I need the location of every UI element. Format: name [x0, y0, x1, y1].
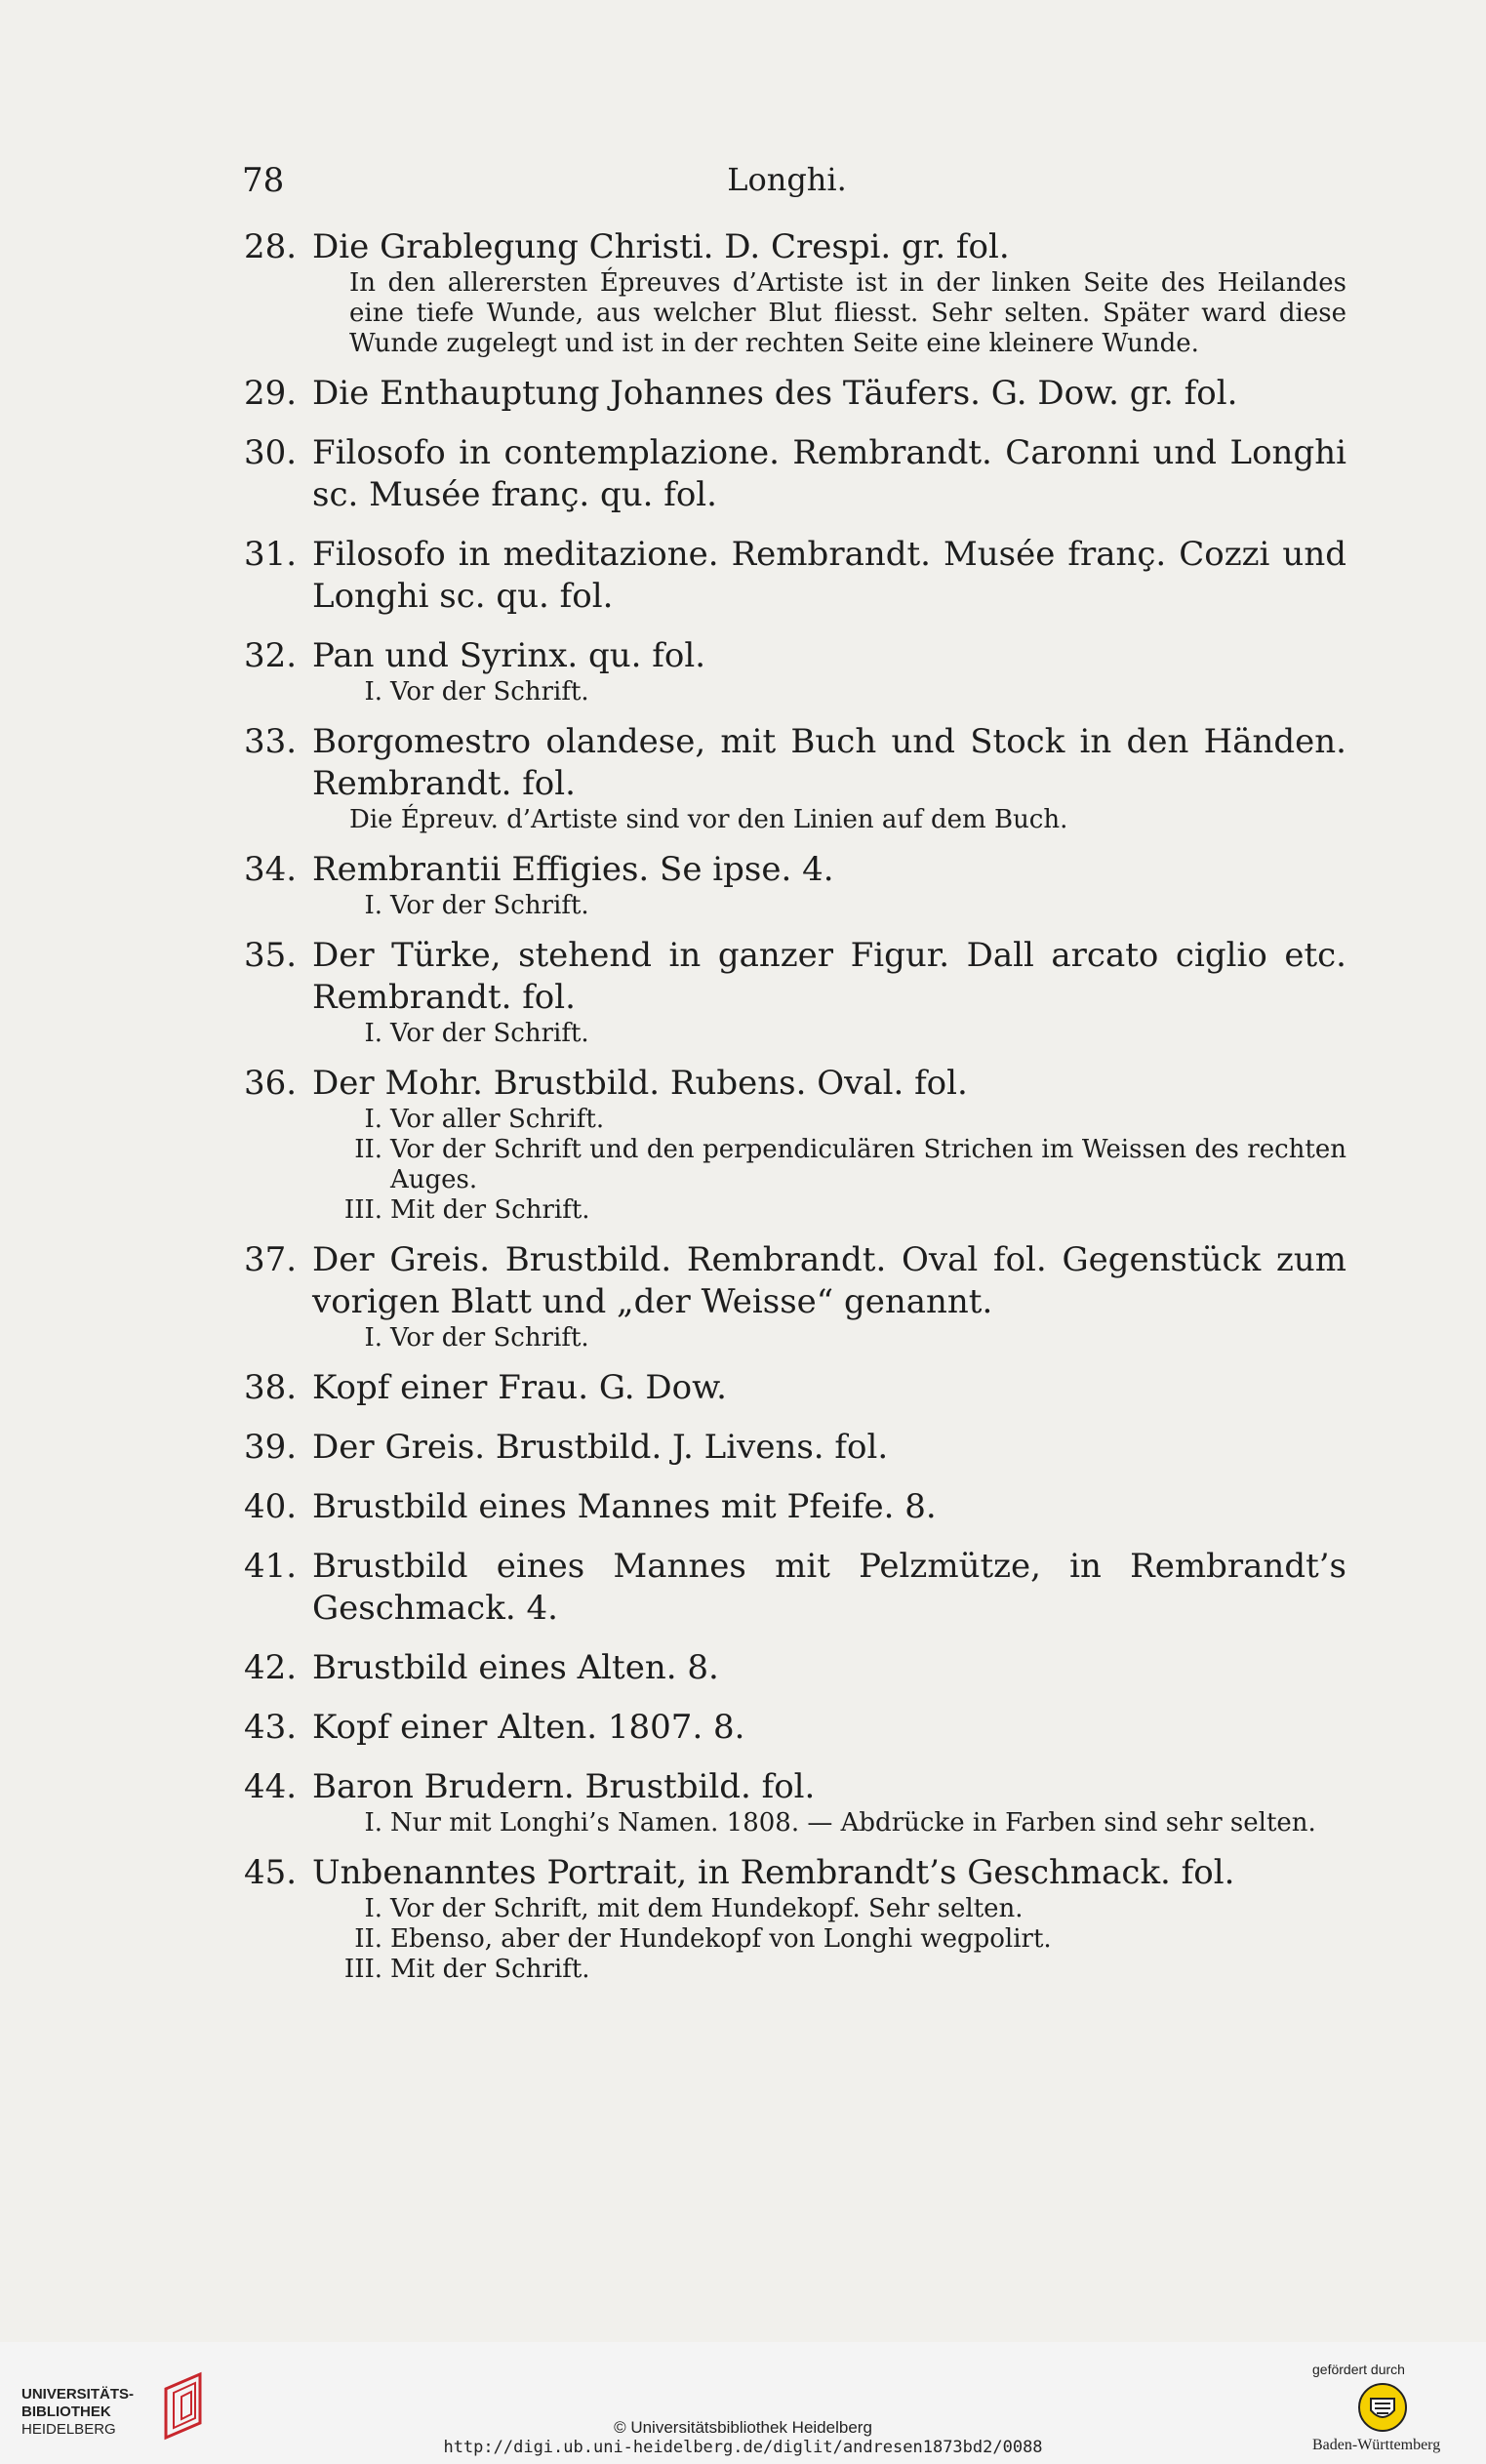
state-numeral: III. — [343, 1195, 382, 1225]
state-name: Baden-Württemberg — [1312, 2437, 1441, 2453]
permalink[interactable]: http://digi.ub.uni-heidelberg.de/diglit/andresen1873bd2/0088 — [443, 2438, 1043, 2457]
entry-number: 39. — [244, 1428, 298, 1467]
catalogue-entry — [244, 1647, 1346, 1707]
entry-title: Filosofo in meditazione. Rembrandt. Musée franç. Cozzi und Longhi sc. qu. fol. — [312, 535, 1346, 616]
state-line — [244, 1105, 1346, 1135]
catalogue-entry — [244, 849, 1346, 935]
state-line — [244, 1808, 1346, 1838]
entry-number: 42. — [244, 1648, 298, 1687]
entry-title: Kopf einer Alten. 1807. 8. — [312, 1708, 745, 1747]
state-line — [244, 1135, 1346, 1195]
entry-number: 29. — [244, 374, 298, 413]
state-numeral: II. — [354, 1924, 382, 1954]
catalogue-entry — [244, 1546, 1346, 1647]
entry-title: Brustbild eines Alten. 8. — [312, 1648, 719, 1687]
state-numeral: III. — [343, 1955, 382, 1984]
entry-title: Der Greis. Brustbild. Rembrandt. Oval fol. Gegenstück zum vorigen Blatt und „der Weisse“ genannt. — [312, 1240, 1346, 1321]
entry-note: Die Épreuv. d’Artiste sind vor den Linien auf dem Buch. — [349, 805, 1068, 834]
state-numeral: I. — [364, 1105, 382, 1134]
catalogue-entry — [244, 1427, 1346, 1486]
catalogue-entry — [244, 1766, 1346, 1852]
catalogue-entry — [244, 432, 1346, 534]
library-line2: BIBLIOTHEK — [21, 2403, 111, 2420]
catalogue-entry — [244, 226, 1346, 373]
state-text: Mit der Schrift. — [390, 1195, 590, 1225]
entry-number: 38. — [244, 1368, 298, 1407]
state-text: Ebenso, aber der Hundekopf von Longhi wegpolirt. — [390, 1924, 1052, 1954]
catalogue-entries — [244, 226, 1346, 1999]
entry-title: Die Enthauptung Johannes des Täufers. G. Dow. gr. fol. — [312, 374, 1238, 413]
state-text: Mit der Schrift. — [390, 1955, 590, 1984]
entry-number: 31. — [244, 535, 298, 574]
entry-number: 41. — [244, 1547, 298, 1586]
state-line — [244, 1955, 1346, 1985]
catalogue-entry — [244, 1852, 1346, 1999]
state-text: Vor der Schrift und den perpendiculären Strichen im Weissen des rechten Auges. — [390, 1135, 1346, 1194]
state-text: Vor der Schrift. — [390, 1019, 589, 1048]
catalogue-entry — [244, 534, 1346, 635]
entry-title: Baron Brudern. Brustbild. fol. — [312, 1767, 816, 1806]
catalogue-entry — [244, 935, 1346, 1063]
entry-title: Der Türke, stehend in ganzer Figur. Dall arcato ciglio etc. Rembrandt. fol. — [312, 936, 1346, 1017]
catalogue-entry — [244, 1063, 1346, 1239]
state-numeral: I. — [364, 1894, 382, 1923]
entry-number: 30. — [244, 433, 298, 472]
entry-number: 35. — [244, 936, 298, 975]
entry-number: 45. — [244, 1853, 298, 1892]
entry-title: Brustbild eines Mannes mit Pfeife. 8. — [312, 1487, 937, 1526]
catalogue-entry — [244, 1707, 1346, 1766]
entry-title: Der Mohr. Brustbild. Rubens. Oval. fol. — [312, 1064, 968, 1103]
entry-title: Unbenanntes Portrait, in Rembrandt’s Geschmack. fol. — [312, 1853, 1235, 1892]
state-numeral: I. — [364, 891, 382, 920]
state-line — [244, 1924, 1346, 1955]
entry-number: 32. — [244, 636, 298, 675]
entry-title: Pan und Syrinx. qu. fol. — [312, 636, 706, 675]
entry-number: 43. — [244, 1708, 298, 1747]
state-text: Nur mit Longhi’s Namen. 1808. — Abdrücke in Farben sind sehr selten. — [390, 1808, 1316, 1838]
copyright-text: © Universitätsbibliothek Heidelberg — [614, 2418, 872, 2437]
state-numeral: I. — [364, 1808, 382, 1838]
running-title: Longhi. — [727, 161, 847, 198]
entry-title: Kopf einer Frau. G. Dow. — [312, 1368, 727, 1407]
state-text: Vor der Schrift. — [390, 677, 589, 707]
catalogue-entry — [244, 1367, 1346, 1427]
entry-note: In den allerersten Épreuves d’Artiste ist in der linken Seite des Heilandes eine tiefe Wunde, aus welcher Blut fliesst. Sehr selten. Später ward diese Wunde zugelegt und ist in der rechten Seite eine kleinere Wunde. — [349, 268, 1346, 358]
state-numeral: II. — [354, 1135, 382, 1164]
entry-number: 40. — [244, 1487, 298, 1526]
entry-number: 34. — [244, 850, 298, 889]
entry-title: Borgomestro olandese, mit Buch und Stock in den Händen. Rembrandt. fol. — [312, 722, 1346, 803]
entry-number: 37. — [244, 1240, 298, 1279]
state-line — [244, 1323, 1346, 1353]
catalogue-entry — [244, 1486, 1346, 1546]
page-number: 78 — [242, 161, 285, 200]
state-text: Vor der Schrift, mit dem Hundekopf. Sehr selten. — [390, 1894, 1024, 1923]
state-line — [244, 1195, 1346, 1226]
state-line — [244, 677, 1346, 707]
state-numeral: I. — [364, 1323, 382, 1353]
entry-number: 36. — [244, 1064, 298, 1103]
catalogue-entry — [244, 373, 1346, 432]
state-text: Vor der Schrift. — [390, 1323, 589, 1353]
library-line3: HEIDELBERG — [21, 2421, 116, 2438]
catalogue-entry — [244, 1239, 1346, 1367]
state-line — [244, 1894, 1346, 1924]
entry-number: 28. — [244, 227, 298, 266]
entry-title: Die Grablegung Christi. D. Crespi. gr. fol. — [312, 227, 1010, 266]
entry-title: Der Greis. Brustbild. J. Livens. fol. — [312, 1428, 889, 1467]
catalogue-entry — [244, 721, 1346, 849]
entry-number: 44. — [244, 1767, 298, 1806]
state-text: Vor aller Schrift. — [390, 1105, 605, 1134]
entry-number: 33. — [244, 722, 298, 761]
state-seal-icon — [1356, 2381, 1409, 2434]
entry-title: Rembrantii Effigies. Se ipse. 4. — [312, 850, 834, 889]
state-text: Vor der Schrift. — [390, 891, 589, 920]
entry-title: Filosofo in contemplazione. Rembrandt. Caronni und Longhi sc. Musée franç. qu. fol. — [312, 433, 1346, 514]
state-line — [244, 1019, 1346, 1049]
funded-by-label: gefördert durch — [1312, 2362, 1405, 2377]
state-line — [244, 891, 1346, 921]
state-numeral: I. — [364, 677, 382, 707]
entry-title: Brustbild eines Mannes mit Pelzmütze, in Rembrandt’s Geschmack. 4. — [312, 1547, 1346, 1628]
catalogue-entry — [244, 635, 1346, 721]
library-line1: UNIVERSITÄTS- — [21, 2386, 135, 2403]
state-numeral: I. — [364, 1019, 382, 1048]
